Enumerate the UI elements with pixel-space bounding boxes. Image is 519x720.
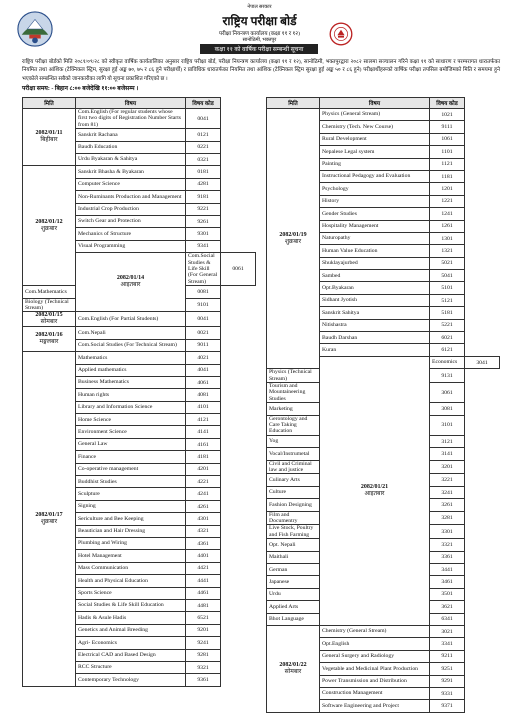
subject-code-cell: 5021 [430, 257, 465, 269]
subject-cell: Com.Mathematics [23, 286, 76, 298]
exam-time-text: परीक्षा समय: - बिहान ८:०० बजेदेखि ११:०० बजेसम्म । [22, 86, 139, 92]
subject-cell: Sambed [320, 270, 430, 282]
subject-cell: Culture [267, 486, 320, 498]
subject-code-cell: 3101 [430, 415, 465, 435]
subject-code-cell: 3221 [430, 474, 465, 486]
subject-code-cell: 4241 [186, 488, 221, 500]
subject-code-cell: 0021 [186, 327, 221, 339]
subject-cell: Applied Arts [267, 601, 320, 613]
subject-code-cell: 1061 [430, 133, 465, 145]
exam-board-logo-icon [329, 22, 353, 46]
subject-cell: Com.Nepali [76, 327, 186, 339]
subject-cell: Home Science [76, 414, 186, 426]
subject-cell: Non-Ruminants Production and Management [76, 191, 186, 203]
subject-cell: Environment Science [76, 426, 186, 438]
subject-cell: History [320, 195, 430, 207]
subject-code-cell: 3281 [430, 511, 465, 525]
exam-date-cell [320, 356, 430, 625]
subject-cell: Naturopathy [320, 232, 430, 244]
subject-cell: Fashion Designing [267, 499, 320, 511]
subject-cell: Industrial Crop Production [76, 203, 186, 215]
subject-code-cell: 9251 [430, 663, 465, 675]
exam-date: 2082/01/12 [35, 218, 63, 225]
subject-cell: Urdu [267, 588, 320, 600]
date-column-header: मिति [267, 98, 320, 109]
subject-code-cell: 3141 [430, 448, 465, 460]
subject-code-cell: 5121 [430, 294, 465, 306]
subject-cell: Opt.Byakaran [320, 282, 430, 294]
subject-cell: Com.Social Studies (For Technical Stream) [76, 339, 186, 351]
schedule-table-right [266, 97, 500, 713]
header-subtitle: परीक्षा नियन्त्रण कार्यालय (कक्षा ११ र १२) [218, 31, 300, 37]
subject-code-cell: 1101 [430, 146, 465, 158]
subject-cell: Plumbing and Wiring [76, 538, 186, 550]
subject-code-cell: 4281 [186, 178, 221, 190]
notice-title: कक्षा ११ को वार्षिक परीक्षा सम्बन्धी सूचना [200, 44, 318, 54]
exam-time [22, 84, 138, 92]
subject-code-cell: 9111 [430, 121, 465, 133]
subject-cell: Com.English (For Partial Students) [76, 312, 186, 327]
subject-column-header: विषय [76, 98, 186, 109]
subject-code-cell: 4441 [186, 575, 221, 587]
subject-cell: Agri- Economics [76, 637, 186, 649]
intro-paragraph: राष्ट्रिय परीक्षा बोर्डको मिति २०८१/०९/२८ को स्वीकृत वार्षिक कार्यतालिका अनुसार राष्ट्रिय परीक्षा बोर्ड, परीक्षा नियन्त्रण कार्यालय (कक्षा ११ र १२), सानोठिमी, भक्तपुरद्वारा २०८२ सालमा सञ्चालन गरिने कक्षा ११ को साधारण र परम्परागत धारातर्फका नियमित तथा आंशिक (टेक्निकल स्ट्रिम, सुरक्षा हुई अङ्क ७०, ७५ र ८६ हुने परीक्षार्थी) र प्राविधिक धारातर्फका नियमित तथा आंशिक (टेक्निकल स्ट्रिम सुरक्षा हुई अङ्क ५० र ८६ हुने) परीक्षार्थीहरूको वार्षिक परीक्षा तपसिल बमोजिमको मिति र समयमा हुने भएकोले सम्बन्धित सबैको जानकारीका लागि यो सूचना प्रकाशित गरिएको छ । [22, 59, 500, 82]
exam-day: सोमबार [284, 668, 302, 675]
subject-cell: Buddhist Studies [76, 476, 186, 488]
exam-date: 2082/01/16 [35, 332, 63, 339]
subject-cell: Applied mathematics [76, 364, 186, 376]
subject-cell: Hospitality Management [320, 220, 430, 232]
exam-date-cell [23, 166, 76, 286]
exam-day: मङ्गलबार [39, 339, 59, 346]
exam-date: 2082/01/14 [116, 275, 145, 282]
subject-code-cell: 0121 [186, 129, 221, 141]
subject-cell: Sidhant Jyotish [320, 294, 430, 306]
subject-code-cell: 4221 [186, 476, 221, 488]
exam-day: सोमबार [40, 319, 58, 326]
subject-code-cell: 5101 [430, 282, 465, 294]
exam-date: 2082/01/19 [279, 231, 307, 238]
subject-code-cell: 3021 [430, 625, 465, 637]
subject-cell: Sanskrit Sahitya [320, 307, 430, 319]
subject-cell: Baudh Darshan [320, 332, 430, 344]
subject-cell: Live Stock, Poultry and Fish Farming [267, 525, 320, 539]
subject-code-cell: 5221 [430, 319, 465, 331]
subject-cell: Sericulture and Bee Keeping [76, 513, 186, 525]
subject-code-cell: 1221 [430, 195, 465, 207]
subject-code-cell: 9011 [186, 339, 221, 351]
subject-code-cell: 0181 [186, 166, 221, 178]
subject-cell: Physics (Technical Stream) [267, 369, 320, 383]
subject-cell: Opt. Nepali [267, 539, 320, 551]
schedule-body-left [23, 109, 256, 687]
subject-code-cell: 0221 [186, 141, 221, 153]
subject-code-cell: 4021 [186, 352, 221, 364]
exam-date-cell [23, 327, 76, 352]
subject-cell: Yog [267, 435, 320, 447]
subject-code-cell: 3501 [430, 588, 465, 600]
subject-cell: Mechanics of Structure [76, 228, 186, 240]
subject-cell: Psychology [320, 183, 430, 195]
subject-code-cell: 4401 [186, 550, 221, 562]
subject-cell: Painting [320, 158, 430, 170]
subject-code-cell: 3361 [430, 551, 465, 563]
subject-code-cell: 3461 [430, 576, 465, 588]
subject-cell: Baudh Education [76, 141, 186, 153]
subject-cell: Physics (General Stream) [320, 109, 430, 121]
subject-cell: Gender Studies [320, 208, 430, 220]
subject-code-cell: 3441 [430, 564, 465, 576]
subject-code-cell: 9361 [186, 674, 221, 686]
subject-cell: Mathematics [76, 352, 186, 364]
subject-cell: Sanskrit Rachana [76, 129, 186, 141]
subject-cell: Shuklayajurbed [320, 257, 430, 269]
subject-code-cell: 9201 [186, 624, 221, 636]
subject-code-cell: 9341 [186, 240, 221, 252]
subject-code-cell: 9261 [186, 215, 221, 227]
subject-cell: Sports Science [76, 587, 186, 599]
exam-day: शुक्रबार [284, 238, 302, 245]
subject-cell: Computer Science [76, 178, 186, 190]
subject-code-cell: 1021 [430, 109, 465, 121]
subject-code-cell: 3201 [430, 460, 465, 474]
subject-code-cell: 9291 [430, 675, 465, 687]
subject-code-cell: 0321 [186, 154, 221, 166]
subject-code-cell: 4481 [186, 599, 221, 611]
subject-cell: Power Transmission and Distribution [320, 675, 430, 687]
subject-code-cell: 9101 [186, 298, 221, 312]
code-column-header: विषय कोड [430, 98, 465, 109]
exam-date-cell [267, 625, 320, 712]
subject-cell: Chemistry (Tech. New Course) [320, 121, 430, 133]
subject-code-cell: 3341 [430, 638, 465, 650]
subject-cell: Health and Physical Education [76, 575, 186, 587]
subject-cell: Sculpture [76, 488, 186, 500]
subject-cell: Software Engineering and Project [320, 700, 430, 712]
subject-code-cell: 4301 [186, 513, 221, 525]
table-row [23, 166, 256, 178]
subject-code-cell: 1121 [430, 158, 465, 170]
exam-day: बिहीबार [40, 137, 58, 144]
schedule-table-left [22, 97, 256, 687]
subject-code-cell: 9371 [430, 700, 465, 712]
subject-code-cell: 1201 [430, 183, 465, 195]
subject-column-header: विषय [320, 98, 430, 109]
subject-cell: RCC Structure [76, 661, 186, 673]
subject-cell: General Surgery and Radiology [320, 650, 430, 662]
subject-cell: Film and Documentry [267, 511, 320, 525]
subject-code-cell: 9281 [186, 649, 221, 661]
subject-cell: Biology (Technical Stream) [23, 298, 76, 312]
subject-cell: Co-operative management [76, 463, 186, 475]
subject-code-cell: 9331 [430, 687, 465, 699]
exam-day: आइतबार [120, 282, 141, 289]
subject-code-cell: 9211 [430, 650, 465, 662]
subject-code-cell: 1261 [430, 220, 465, 232]
subject-cell: Contemporary Technology [76, 674, 186, 686]
subject-cell: Tourism and Mountaineering Studies [267, 383, 320, 403]
subject-code-cell: 3621 [430, 601, 465, 613]
subject-cell: Vegetable and Medicinal Plant Production [320, 663, 430, 675]
subject-cell: Instructional Pedagogy and Evaluation [320, 170, 430, 182]
subject-cell: General Law [76, 438, 186, 450]
subject-cell: Kuran [320, 344, 430, 356]
subject-code-cell: 1181 [430, 170, 465, 182]
subject-cell: Hadis & Asule Hadis [76, 612, 186, 624]
table-row [23, 312, 256, 327]
exam-date-cell [76, 253, 186, 312]
subject-cell: Civil and Criminal law and justice [267, 460, 320, 474]
subject-code-cell: 9241 [186, 637, 221, 649]
date-column-header: मिति [23, 98, 76, 109]
subject-cell: Electrical CAD and Based Design [76, 649, 186, 661]
table-row [267, 625, 500, 637]
subject-cell: Economics [430, 356, 465, 368]
subject-code-cell: 3121 [430, 435, 465, 447]
subject-cell: Social Studies & Life Skill Education [76, 599, 186, 611]
subject-code-cell: 9321 [186, 661, 221, 673]
subject-cell: Signing [76, 500, 186, 512]
subject-cell: Com.Social Studies & Life Skill (For General Stream) [186, 253, 221, 286]
subject-code-cell: 3241 [430, 486, 465, 498]
subject-code-cell: 4061 [186, 376, 221, 388]
subject-cell: Beautician and Hair Dressing [76, 525, 186, 537]
subject-cell: Culinary Arts [267, 474, 320, 486]
table-row [23, 109, 256, 129]
subject-cell: Genetics and Animal Breeding [76, 624, 186, 636]
subject-code-cell: 5181 [430, 307, 465, 319]
subject-code-cell: 4181 [186, 451, 221, 463]
exam-date: 2082/01/21 [360, 483, 389, 490]
exam-date-cell [23, 312, 76, 327]
subject-cell: Hotel Management [76, 550, 186, 562]
subject-code-cell: 5041 [430, 270, 465, 282]
subject-code-cell: 4101 [186, 401, 221, 413]
subject-code-cell: 4041 [186, 364, 221, 376]
subject-cell: Library and Information Science [76, 401, 186, 413]
subject-code-cell: 9301 [186, 228, 221, 240]
exam-day: शुक्रबार [40, 225, 58, 232]
subject-cell: Vocal/Instrumetal [267, 448, 320, 460]
subject-code-cell: 3041 [465, 356, 500, 368]
subject-cell: Marketing [267, 403, 320, 415]
subject-cell: Mass Communication [76, 562, 186, 574]
subject-cell: Sanskrit Bhasha & Byakaran [76, 166, 186, 178]
subject-cell: Human Value Education [320, 245, 430, 257]
subject-cell: Gerontology and Care Taking Education [267, 415, 320, 435]
exam-date: 2082/01/11 [35, 130, 63, 137]
subject-code-cell: 4261 [186, 500, 221, 512]
subject-cell: Switch Gear and Protection [76, 215, 186, 227]
header-city: सानोठिमी, भक्तपुर [242, 38, 277, 43]
subject-cell: Com.English (For regular students whose first two digits of Registration Number Starts from 81) [76, 109, 186, 129]
table-row [267, 109, 500, 121]
subject-code-cell: 0061 [221, 253, 256, 286]
subject-cell: Nepalese Legal system [320, 146, 430, 158]
subject-cell: Chemistry (General Stream) [320, 625, 430, 637]
code-column-header: विषय कोड [186, 98, 221, 109]
header [0, 0, 519, 66]
subject-code-cell: 1241 [430, 208, 465, 220]
subject-code-cell: 9131 [430, 369, 465, 383]
subject-cell: Visual Programming [76, 240, 186, 252]
subject-code-cell: 6341 [430, 613, 465, 625]
subject-code-cell: 4201 [186, 463, 221, 475]
subject-code-cell: 4141 [186, 426, 221, 438]
subject-code-cell: 3081 [430, 403, 465, 415]
subject-code-cell: 3261 [430, 499, 465, 511]
exam-date: 2082/01/17 [35, 511, 63, 518]
subject-code-cell: 3321 [430, 539, 465, 551]
subject-code-cell: 3301 [430, 525, 465, 539]
subject-code-cell: 4161 [186, 438, 221, 450]
subject-cell: Bhot Language [267, 613, 320, 625]
table-row [23, 327, 256, 339]
subject-cell: Urdu Byakaran & Sahitya [76, 154, 186, 166]
subject-cell: Japanese [267, 576, 320, 588]
table-row [23, 352, 256, 364]
subject-code-cell: 6021 [430, 332, 465, 344]
subject-code-cell: 0041 [186, 109, 221, 129]
subject-code-cell: 6121 [430, 344, 465, 356]
exam-date-cell [23, 109, 76, 166]
subject-code-cell: 4081 [186, 389, 221, 401]
subject-cell: Rural Development [320, 133, 430, 145]
exam-day: शुक्रबार [40, 518, 58, 525]
schedule-body-right [267, 109, 500, 713]
subject-code-cell: 4361 [186, 538, 221, 550]
subject-code-cell: 4321 [186, 525, 221, 537]
subject-code-cell: 3061 [430, 383, 465, 403]
exam-date: 2082/01/22 [279, 661, 307, 668]
subject-code-cell: 1321 [430, 245, 465, 257]
page-title: राष्ट्रिय परीक्षा बोर्ड [222, 14, 297, 28]
subject-code-cell: 4421 [186, 562, 221, 574]
subject-cell: Business Mathematics [76, 376, 186, 388]
subject-code-cell: 4121 [186, 414, 221, 426]
header-top-line: नेपाल सरकार [247, 5, 272, 10]
subject-code-cell: 6521 [186, 612, 221, 624]
subject-cell: Human rights [76, 389, 186, 401]
subject-cell: Construction Management [320, 687, 430, 699]
subject-code-cell: 0081 [186, 286, 221, 298]
table-header-row [23, 98, 256, 109]
subject-cell: Opt.English [320, 638, 430, 650]
subject-code-cell: 9181 [186, 191, 221, 203]
subject-cell: Nitishastra [320, 319, 430, 331]
subject-code-cell: 1301 [430, 232, 465, 244]
subject-cell: Finance [76, 451, 186, 463]
exam-date-cell [267, 109, 320, 369]
subject-code-cell: 9221 [186, 203, 221, 215]
subject-cell: Maithali [267, 551, 320, 563]
table-header-row [267, 98, 500, 109]
exam-date-cell [23, 352, 76, 687]
subject-code-cell: 0041 [186, 312, 221, 327]
subject-code-cell: 4461 [186, 587, 221, 599]
exam-date: 2082/01/15 [35, 312, 63, 319]
subject-cell: German [267, 564, 320, 576]
exam-day: आइतबार [364, 490, 385, 497]
